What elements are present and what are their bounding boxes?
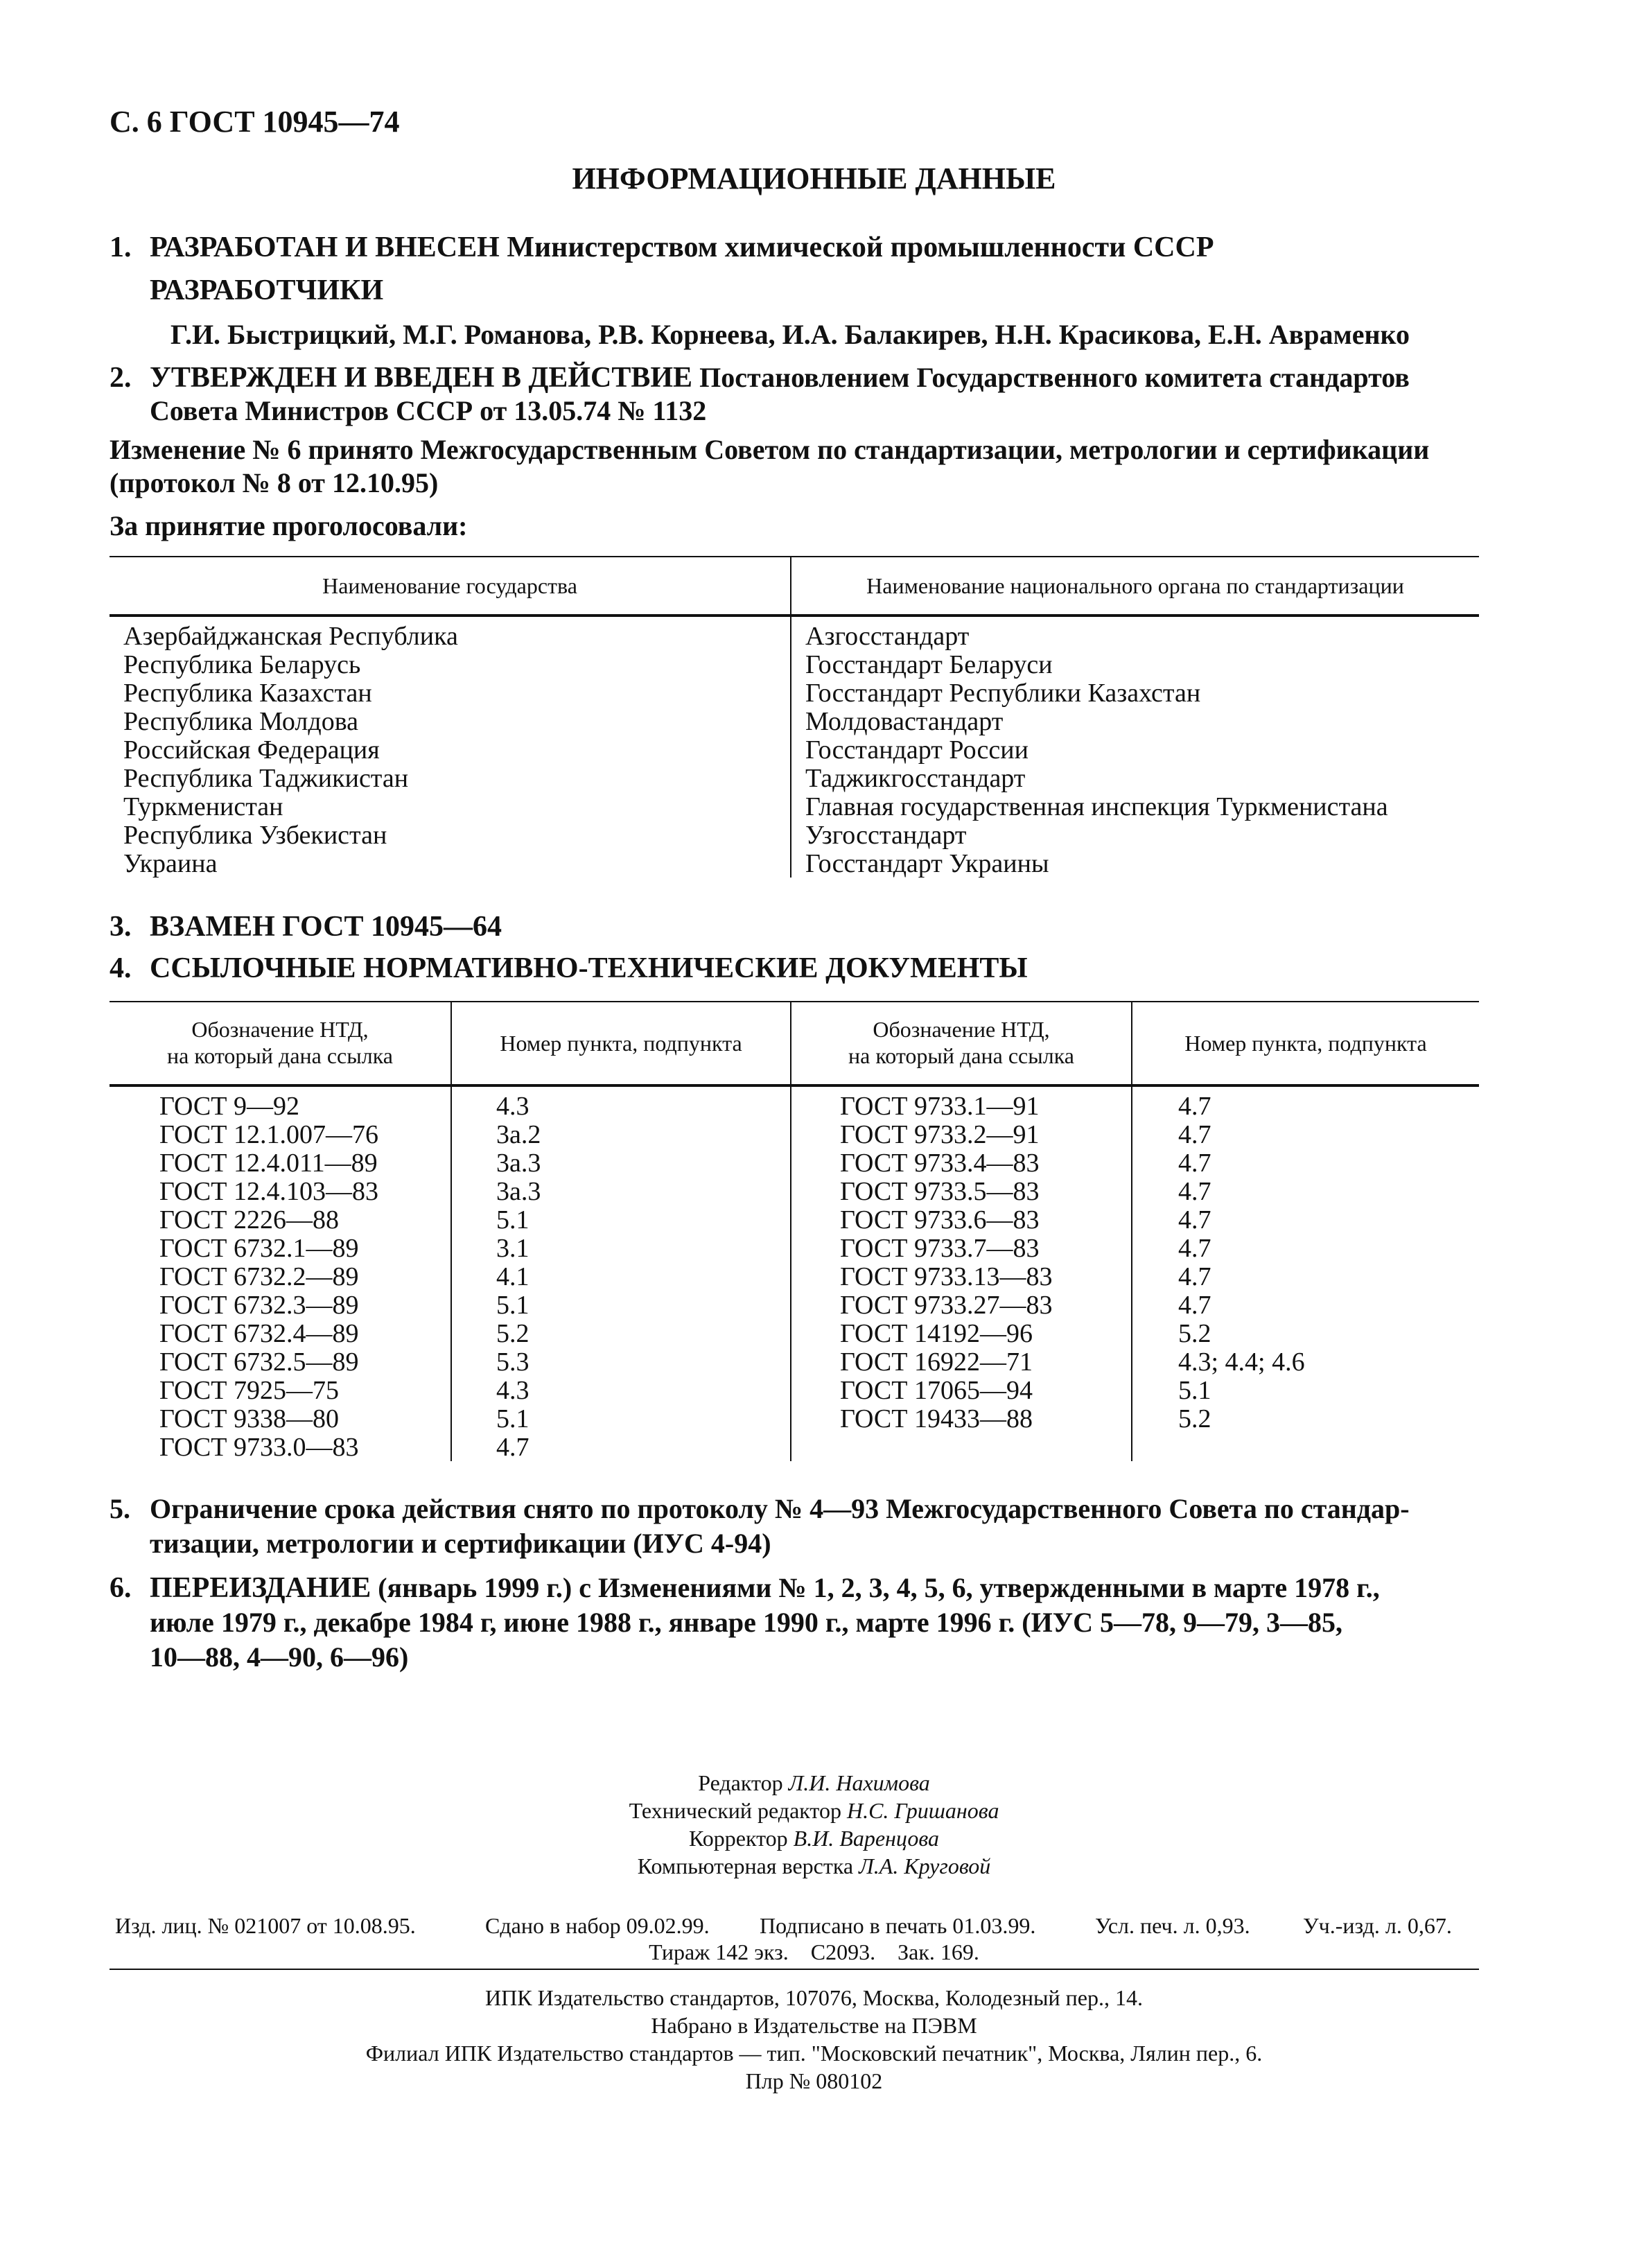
states-cell-state: Республика Узбекистан: [123, 821, 387, 850]
ntd-cell-designation: ГОСТ 16922—71: [840, 1347, 1033, 1377]
ntd-cell-clause: 4.7: [1178, 1291, 1211, 1320]
section-2-text-line2: Совета Министров СССР от 13.05.74 № 1132: [150, 395, 707, 426]
states-cell-body: Узгосстандарт: [805, 821, 967, 850]
states-cell-body: Госстандарт Украины: [805, 849, 1049, 878]
ntd-cell-designation: ГОСТ 9733.2—91: [840, 1120, 1040, 1149]
imprint-run: Тираж 142 экз. С2093. Зак. 169.: [649, 1939, 979, 1964]
section-5-line2: тизации, метрологии и сертификации (ИУС 4-94): [150, 1528, 771, 1559]
ntd-cell-designation: ГОСТ 9733.27—83: [840, 1291, 1053, 1320]
ntd-header-designation-right: [791, 1016, 1131, 1069]
imprint-signed: Подписано в печать 01.03.99.: [760, 1913, 1036, 1938]
publisher-line3: Филиал ИПК Издательство стандартов — тип. "Московский печатник", Москва, Лялин пер., 6.: [365, 2041, 1263, 2066]
credit-editor: [0, 1769, 1628, 1797]
section-6-line1: (январь 1999 г.) с Изменениями № 1, 2, 3, 4, 5, 6, утвержденными в марте 1978 г.,: [371, 1572, 1380, 1603]
section-2: [110, 359, 1410, 396]
states-cell-state: Украина: [123, 849, 218, 878]
states-cell-body: Таджикгосстандарт: [805, 764, 1026, 793]
ntd-cell-designation: ГОСТ 6732.2—89: [159, 1262, 359, 1291]
table-rule-header: [110, 614, 1479, 617]
ntd-cell-clause: 5.3: [496, 1347, 529, 1377]
section-4-text: ССЫЛОЧНЫЕ НОРМАТИВНО-ТЕХНИЧЕСКИЕ ДОКУМЕНТЫ: [150, 952, 1028, 984]
ntd-cell-clause: 4.7: [1178, 1234, 1211, 1263]
states-cell-body: Молдовастандарт: [805, 707, 1004, 736]
section-3-number: 3.: [110, 911, 132, 943]
change-6-line2: (протокол № 8 от 12.10.95): [110, 467, 439, 498]
ntd-cell-clause: 5.2: [496, 1319, 529, 1348]
ntd-cell-designation: ГОСТ 14192—96: [840, 1319, 1033, 1348]
section-3-text: ВЗАМЕН ГОСТ 10945—64: [150, 911, 502, 943]
states-cell-state: Российская Федерация: [123, 735, 380, 765]
section-6-line3: 10—88, 4—90, 6—96): [150, 1641, 409, 1673]
credit-corrector-name: В.И. Варенцова: [793, 1826, 939, 1851]
section-1-number: 1.: [110, 232, 132, 263]
ntd-cell-clause: 4.7: [1178, 1177, 1211, 1206]
ntd-cell-clause: 4.7: [1178, 1262, 1211, 1291]
page-title: ИНФОРМАЦИОННЫЕ ДАННЫЕ: [572, 162, 1056, 195]
ntd-divider-1: [450, 1001, 452, 1461]
credit-corrector-label: Корректор: [689, 1826, 794, 1851]
ntd-cell-designation: ГОСТ 9733.7—83: [840, 1234, 1040, 1263]
ntd-cell-clause: 5.2: [1178, 1404, 1211, 1433]
states-cell-body: Госстандарт Республики Казахстан: [805, 679, 1201, 708]
section-3: [110, 908, 502, 945]
states-cell-body: Госстандарт Беларуси: [805, 650, 1053, 679]
ntd-cell-designation: ГОСТ 9733.0—83: [159, 1433, 359, 1462]
ntd-cell-clause: 4.7: [1178, 1149, 1211, 1178]
section-6-line2: июле 1979 г., декабре 1984 г, июне 1988 г., январе 1990 г., марте 1996 г. (ИУС 5—78, 9—79, 3—85,: [150, 1607, 1342, 1638]
ntd-cell-designation: ГОСТ 12.4.011—89: [159, 1149, 378, 1178]
ntd-cell-clause: 3а.3: [496, 1149, 541, 1178]
developers-label: РАЗРАБОТЧИКИ: [150, 274, 384, 306]
ntd-header-line1: Обозначение НТД,: [873, 1017, 1050, 1042]
ntd-cell-clause: 4.3: [496, 1376, 529, 1405]
section-1-lead: РАЗРАБОТАН И ВНЕСЕН: [150, 232, 500, 263]
credit-editor-label: Редактор: [698, 1770, 789, 1795]
states-cell-state: Республика Таджикистан: [123, 764, 409, 793]
page-header: С. 6 ГОСТ 10945—74: [110, 105, 400, 139]
imprint-pub-sheets: Уч.-изд. л. 0,67.: [1303, 1913, 1452, 1938]
ntd-divider-2: [790, 1001, 791, 1461]
states-cell-state: Азербайджанская Республика: [123, 622, 458, 651]
states-header-body: Наименование национального органа по стандартизации: [866, 573, 1404, 598]
section-2-text: Постановлением Государственного комитета стандартов: [692, 362, 1410, 393]
ntd-header-line1: Обозначение НТД,: [191, 1017, 369, 1042]
voted-label: За принятие проголосовали:: [110, 510, 468, 541]
ntd-cell-designation: ГОСТ 9733.1—91: [840, 1092, 1040, 1121]
section-6-number: 6.: [110, 1572, 132, 1604]
ntd-cell-clause: 5.1: [1178, 1376, 1211, 1405]
ntd-cell-designation: ГОСТ 9733.4—83: [840, 1149, 1040, 1178]
ntd-cell-designation: ГОСТ 12.4.103—83: [159, 1177, 378, 1206]
ntd-cell-clause: 4.3; 4.4; 4.6: [1178, 1347, 1305, 1377]
ntd-cell-clause: 5.1: [496, 1205, 529, 1235]
ntd-cell-clause: 4.3: [496, 1092, 529, 1121]
section-2-lead: УТВЕРЖДЕН И ВВЕДЕН В ДЕЙСТВИЕ: [150, 362, 693, 394]
publisher-line2: Набрано в Издательстве на ПЭВМ: [651, 2013, 977, 2038]
credit-editor-name: Л.И. Нахимова: [788, 1770, 930, 1795]
credit-layout-label: Компьютерная верстка: [637, 1853, 859, 1878]
imprint-sheets: Усл. печ. л. 0,93.: [1095, 1913, 1250, 1938]
ntd-cell-clause: 4.7: [1178, 1120, 1211, 1149]
ntd-rule-header: [110, 1084, 1479, 1087]
ntd-header-clause-right: Номер пункта, подпункта: [1184, 1031, 1427, 1056]
section-1-text: Министерством химической промышленности СССР: [499, 232, 1214, 263]
imprint-typeset: Сдано в набор 09.02.99.: [485, 1913, 710, 1938]
ntd-cell-clause: 4.7: [496, 1433, 529, 1462]
ntd-cell-clause: 5.2: [1178, 1319, 1211, 1348]
ntd-cell-designation: ГОСТ 9338—80: [159, 1404, 339, 1433]
ntd-cell-designation: ГОСТ 6732.5—89: [159, 1347, 359, 1377]
imprint-license: Изд. лиц. № 021007 от 10.08.95.: [115, 1913, 416, 1938]
ntd-cell-designation: ГОСТ 9—92: [159, 1092, 299, 1121]
ntd-cell-designation: ГОСТ 12.1.007—76: [159, 1120, 378, 1149]
ntd-header-line2: на который дана ссылка: [848, 1043, 1074, 1068]
states-cell-state: Туркменистан: [123, 792, 283, 821]
ntd-cell-designation: ГОСТ 19433—88: [840, 1404, 1033, 1433]
publisher-line4: Плр № 080102: [745, 2068, 883, 2093]
developers-list: Г.И. Быстрицкий, М.Г. Романова, Р.В. Корнеева, И.А. Балакирев, Н.Н. Красикова, Е.Н. Авраменко: [170, 319, 1410, 350]
credit-tech-name: Н.С. Гришанова: [846, 1798, 999, 1823]
states-cell-body: Главная государственная инспекция Туркменистана: [805, 792, 1388, 821]
states-cell-state: Республика Беларусь: [123, 650, 361, 679]
section-5-line1: Ограничение срока действия снято по протоколу № 4—93 Межгосударственного Совета по стандар-: [150, 1493, 1410, 1524]
states-cell-state: Республика Молдова: [123, 707, 359, 736]
credit-layout-name: Л.А. Круговой: [859, 1853, 991, 1878]
ntd-cell-designation: ГОСТ 9733.5—83: [840, 1177, 1040, 1206]
table-divider: [790, 556, 791, 878]
publisher-line1: ИПК Издательство стандартов, 107076, Москва, Колодезный пер., 14.: [485, 1985, 1143, 2010]
change-6-line1: Изменение № 6 принято Межгосударственным Советом по стандартизации, метрологии и сертификации: [110, 434, 1430, 465]
credit-corrector: [0, 1824, 1628, 1852]
section-6: [110, 1569, 1380, 1607]
section-2-number: 2.: [110, 362, 132, 394]
section-5: [110, 1490, 1410, 1528]
states-cell-body: Азгосстандарт: [805, 622, 970, 651]
ntd-rule-top: [110, 1001, 1479, 1002]
ntd-header-clause-left: Номер пункта, подпункта: [500, 1031, 742, 1056]
ntd-cell-clause: 4.7: [1178, 1205, 1211, 1235]
ntd-cell-clause: 5.1: [496, 1404, 529, 1433]
table-rule-top: [110, 556, 1479, 557]
ntd-header-designation-left: [110, 1016, 450, 1069]
ntd-cell-clause: 3.1: [496, 1234, 529, 1263]
ntd-cell-designation: ГОСТ 6732.3—89: [159, 1291, 359, 1320]
ntd-cell-clause: 3а.3: [496, 1177, 541, 1206]
ntd-cell-clause: 4.7: [1178, 1092, 1211, 1121]
states-header-state: Наименование государства: [322, 573, 577, 598]
ntd-cell-designation: ГОСТ 9733.6—83: [840, 1205, 1040, 1235]
ntd-cell-designation: ГОСТ 9733.13—83: [840, 1262, 1053, 1291]
ntd-divider-3: [1131, 1001, 1132, 1461]
section-5-number: 5.: [110, 1493, 130, 1524]
credit-layout: [0, 1852, 1628, 1880]
ntd-cell-clause: 3а.2: [496, 1120, 541, 1149]
ntd-cell-designation: ГОСТ 7925—75: [159, 1376, 339, 1405]
credit-tech-editor: [0, 1797, 1628, 1824]
ntd-cell-clause: 4.1: [496, 1262, 529, 1291]
states-cell-state: Республика Казахстан: [123, 679, 372, 708]
ntd-cell-designation: ГОСТ 2226—88: [159, 1205, 339, 1235]
ntd-cell-designation: ГОСТ 6732.1—89: [159, 1234, 359, 1263]
ntd-cell-clause: 5.1: [496, 1291, 529, 1320]
imprint-rule: [110, 1969, 1479, 1970]
ntd-cell-designation: ГОСТ 17065—94: [840, 1376, 1033, 1405]
states-cell-body: Госстандарт России: [805, 735, 1029, 765]
ntd-header-line2: на который дана ссылка: [167, 1043, 393, 1068]
credit-tech-label: Технический редактор: [629, 1798, 847, 1823]
section-4: [110, 950, 1028, 987]
section-6-lead: ПЕРЕИЗДАНИЕ: [150, 1572, 371, 1604]
section-4-number: 4.: [110, 952, 132, 984]
section-1: [110, 229, 1214, 266]
ntd-cell-designation: ГОСТ 6732.4—89: [159, 1319, 359, 1348]
